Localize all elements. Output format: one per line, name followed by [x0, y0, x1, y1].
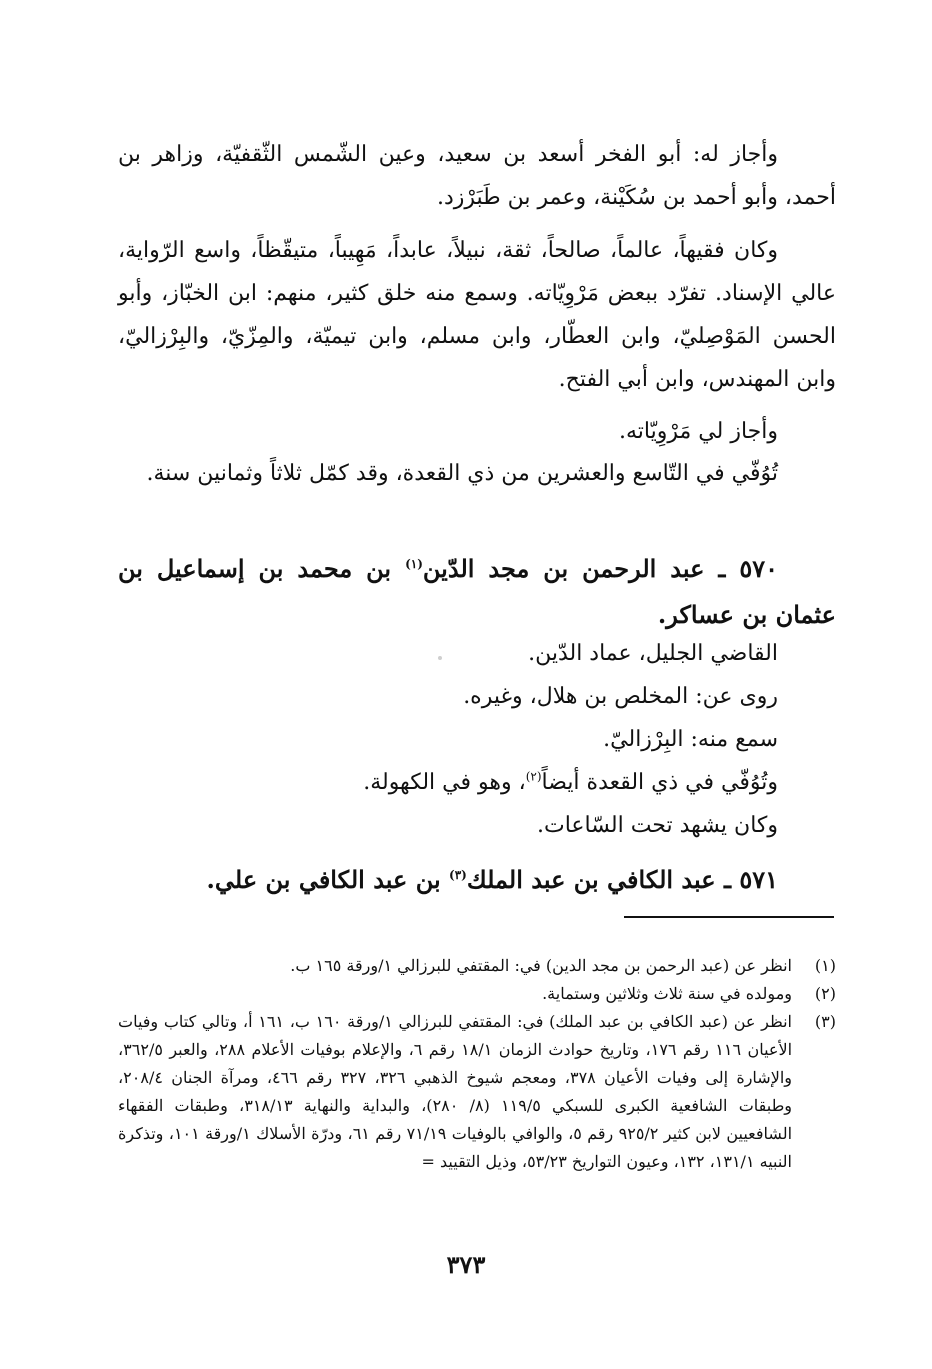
- footnote-divider: [624, 916, 834, 918]
- footnote-text: انظر عن (عبد الرحمن بن مجد الدين) في: المقتفي للبرزالي ١/ورقة ١٦٥ ب.: [290, 956, 792, 975]
- footnote-text: انظر عن (عبد الكافي بن عبد الملك) في: المقتفي للبرزالي ١/ورقة ١٦٠ ب، ١٦١ أ، وتالي كتاب وفيات الأعيان ١١٦ رقم ١٧٦، وتاريخ حوادث الزمان ١٨/١ رقم ٦، والإعلام بوفيات الأعلام ٢٨٨، والعبر ٣٦٢/٥، والإشارة إلى وفيات الأعيان ٣٧٨، ومعجم شيوخ الذهبي ٣٢٦، ٣٢٧ رقم ٤٦٦، ومرآة الجنان ٢٠٨/٤، وطبقات الشافعية الكبرى للسبكي ١١٩/٥ (٨/ ٢٨٠)، والبداية والنهاية ٣١٨/١٣، وطبقات الفقهاء الشافعيين لابن كثير ٩٢٥/٢ رقم ٥، والوافي بالوفيات ٧١/١٩ رقم ٦١، ودرّة الأسلاك ١/ورقة ١٠١، وتذكرة النبيه ١٣١/١، ١٣٢، وعيون التواريخ ٥٣/٢٣، وذيل التقييد =: [118, 1012, 793, 1171]
- entry-570-name: ٥٧٠ ـ عبد الرحمن بن مجد الدّين: [422, 554, 778, 583]
- footnotes: [118, 952, 836, 1176]
- entry-570-death-rest: ، وهو في الكهولة.: [363, 770, 526, 795]
- footnote-number: (٢): [814, 984, 836, 1003]
- page-number: ٣٧٣: [446, 1250, 486, 1279]
- footnote-marker-1: (١): [405, 557, 423, 571]
- footnote-number: (١): [814, 956, 836, 975]
- footnote-3: [118, 1008, 836, 1176]
- entry-570-death: [118, 763, 778, 803]
- entry-570-title: القاضي الجليل، عماد الدّين.: [528, 641, 778, 666]
- entry-570-heading: [118, 546, 836, 638]
- entry-570-heard-by: سمع منه: البِرْزاليّ.: [603, 727, 778, 752]
- footnote-marker-2: (٢): [525, 769, 542, 784]
- paragraph-death: تُوُفّي في التّاسع والعشرين من ذي القعدة، وقد كمّل ثلاثاً وثمانين سنة.: [146, 461, 778, 486]
- entry-571-lineage: بن عبد الكافي بن علي.: [206, 865, 450, 894]
- footnote-1: [118, 952, 836, 980]
- paragraph-ijaza: وأجاز له: أبو الفخر أسعد بن سعيد، وعين الشّمس الثّقفيّة، وزاهر بن أحمد، وأبو أحمد بن سُكَيْنة، وعمر بن طَبَرْزد.: [118, 142, 836, 210]
- footnote-marker-3: (٣): [449, 868, 467, 882]
- paragraph-ijaza-mine: وأجاز لي مَرْوِيّاته.: [619, 419, 778, 444]
- entry-570-narrated-from: روى عن: المخلص بن هلال، وغيره.: [463, 684, 778, 709]
- entry-571-name: ٥٧١ ـ عبد الكافي بن عبد الملك: [466, 865, 778, 894]
- entry-570-lineage: بن محمد بن إسماعيل بن عثمان بن عساكر.: [118, 554, 836, 629]
- entry-570-witness: وكان يشهد تحت السّاعات.: [537, 813, 778, 838]
- footnote-2: [118, 980, 836, 1008]
- footnote-text: ومولده في سنة ثلاث وثلاثين وستماية.: [542, 984, 792, 1003]
- entry-571-heading: [118, 857, 836, 903]
- paragraph-biography: وكان فقيهاً، عالماً، صالحاً، ثقة، نبيلاً، عابداً، مَهِيباً، متيقّظاً، واسع الرّواية، عالي الإسناد. تفرّد ببعض مَرْوِيّاته. وسمع منه خلق كثير، منهم: ابن الخبّاز، وأبو الحسن المَوْصِليّ، وابن العطّار، وابن مسلم، وابن تيميّة، والمِزّيّ، والبِرْزاليّ، وابن المهندس، وابن أبي الفتح.: [118, 238, 836, 392]
- footnote-number: (٣): [814, 1012, 836, 1031]
- entry-570-death-text: وتُوُفّي في ذي القعدة أيضاً: [541, 770, 778, 795]
